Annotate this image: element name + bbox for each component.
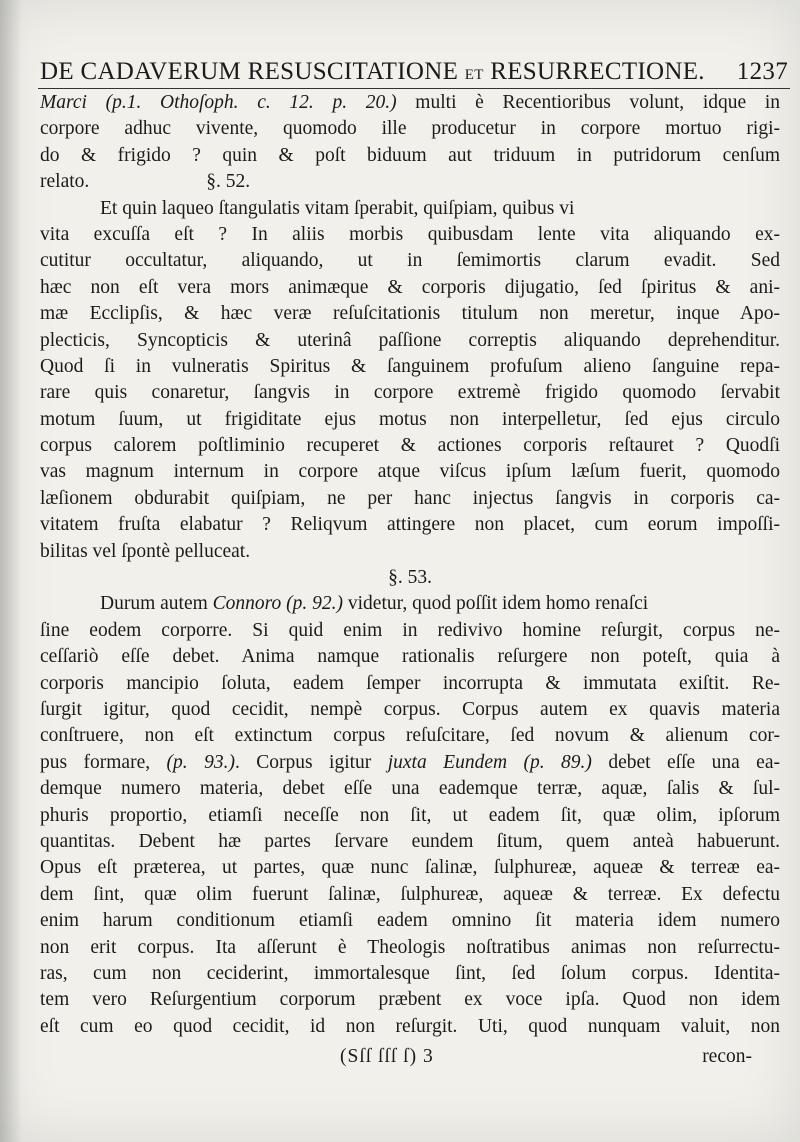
text-line: [40, 407, 780, 433]
text-line: [40, 328, 780, 354]
page-footer: [40, 1046, 752, 1068]
text-run: rare quis conaretur, ſangvis in corpore extremè frigido quomodo ſervabit: [40, 382, 780, 404]
text-line: [40, 697, 780, 723]
text-line: [40, 169, 780, 195]
header-rule: [38, 88, 790, 89]
text-run: multi è Recentioribus volunt, idque in: [396, 92, 780, 113]
italic-reference: (p. 93.): [166, 751, 235, 773]
text-line: [40, 803, 780, 829]
text-run: dem ſint, quæ olim fuerunt ſalinæ, ſulphureæ, aqueæ & terreæ. Ex defectu: [40, 883, 780, 905]
text-line: [40, 90, 780, 116]
text-line: [40, 908, 780, 934]
text-run: §. 53.: [388, 567, 432, 589]
text-line: [40, 723, 780, 749]
text-line: [40, 776, 780, 802]
text-line: [40, 459, 780, 485]
text-line: [40, 1014, 780, 1040]
text-run: mæ Ecclipſis, & hæc veræ reſuſcitationis titulum non meretur, inque Apo-: [40, 303, 780, 325]
header-title: [40, 58, 705, 86]
text-run: . Corpus igitur: [234, 751, 388, 773]
text-line: [40, 855, 780, 881]
text-line: [40, 143, 780, 169]
text-line: [40, 829, 780, 855]
text-run: videtur, quod poſſit idem homo renaſci: [343, 593, 649, 615]
header-title-et: ET: [464, 67, 484, 83]
running-header: [40, 46, 788, 86]
text-line: [40, 644, 780, 670]
text-run: Opus eſt præterea, ut partes, quæ nunc ſalinæ, ſulphureæ, aqueæ & terreæ ea-: [40, 857, 780, 879]
text-run: corporis mancipio ſoluta, eadem ſemper incorrupta & immutata exiſtit. Re-: [40, 672, 780, 694]
text-line: [40, 618, 780, 644]
text-line: [40, 196, 780, 222]
text-run: bilitas vel ſpontè pelluceat.: [40, 540, 251, 562]
italic-reference: Connoro (p. 92.): [212, 593, 343, 615]
text-run: relato. §. 52.: [40, 171, 251, 193]
text-run: debet eſſe una ea-: [591, 751, 780, 773]
text-line: [40, 222, 780, 248]
text-run: vitatem fruſta elabatur ? Reliqvum attingere non placet, cum eorum impoſſi-: [40, 514, 780, 536]
text-line: [40, 433, 780, 459]
text-run: tem vero Reſurgentium corporum præbent ex voce ipſa. Quod non idem: [40, 989, 780, 1011]
text-run: corpore adhuc vivente, quomodo ille producetur in corpore mortuo rigi-: [40, 118, 780, 140]
text-run: plecticis, Syncopticis & uterinâ paſſione correptis aliquando deprehenditur.: [40, 329, 780, 351]
text-line: [40, 380, 780, 406]
text-line: [40, 750, 780, 776]
text-line: [40, 961, 780, 987]
text-run: vita excuſſa eſt ? In aliis morbis quibusdam lente vita aliquando ex-: [40, 223, 780, 245]
text-line: [40, 882, 780, 908]
italic-reference: Marci (p.1. Othoſoph. c. 12. p. 20.): [40, 92, 397, 113]
text-run: hæc non eſt vera mors animæque & corporis dijugatio, ſed ſpiritus & ani-: [40, 276, 780, 298]
text-run: ſine eodem corporre. Si quid enim in redivivo homine reſurgit, corpus ne-: [40, 619, 780, 641]
text-run: læſionem obdurabit quiſpiam, ne per hanc injectus ſangvis in corporis ca-: [40, 487, 780, 509]
text-line: [40, 486, 780, 512]
text-line: [40, 248, 780, 274]
text-line: [40, 301, 780, 327]
italic-reference: juxta Eundem (p. 89.): [387, 751, 592, 773]
text-line: [40, 987, 780, 1013]
header-title-part2: RESURRECTIONE.: [490, 58, 705, 85]
text-line: [40, 591, 780, 617]
text-run: enim harum conditionum etiamſi eadem omnino ſit materia idem numero: [40, 910, 780, 932]
text-run: cutitur occultatur, aliquando, ut in ſemimortis clarum evadit. Sed: [40, 250, 780, 272]
signature-mark: (Sſſ ſſſ ſ) 3: [340, 1046, 434, 1067]
text-run: do & frigido ? quin & poſt biduum aut triduum in putridorum cenſum: [40, 144, 780, 166]
text-run: non erit corpus. Ita aſſerunt è Theologis noſtratibus animas non reſurrectu-: [40, 936, 780, 958]
text-run: demque numero materia, debet eſſe una eademque terræ, aquæ, ſalis & ſul-: [40, 778, 780, 800]
text-run: pus formare,: [40, 751, 167, 773]
text-line: [40, 671, 780, 697]
text-run: ras, cum non ceciderint, immortalesque ſint, ſed ſolum corpus. Identita-: [40, 962, 780, 984]
text-run: ceſſariò eſſe debet. Anima namque rationalis reſurgere non poteſt, quia à: [40, 646, 780, 668]
text-run: eſt cum eo quod cecidit, id non reſurgit. Uti, quod nunquam valuit, non: [40, 1015, 780, 1037]
body-text: [40, 90, 780, 1040]
text-run: Et quin laqueo ſtangulatis vitam ſperabit, quiſpiam, quibus vi: [100, 197, 575, 219]
text-run: corpus calorem poſtliminio recuperet & actiones corporis reſtauret ? Quodſi: [40, 435, 780, 457]
text-line: [40, 116, 780, 142]
text-run: ſurgit igitur, quod cecidit, nempè corpus. Corpus autem ex quavis materia: [40, 698, 780, 720]
text-line: [40, 354, 780, 380]
text-run: Quod ſi in vulneratis Spiritus & ſanguinem profuſum alieno ſanguine repa-: [40, 355, 780, 377]
text-line: [40, 935, 780, 961]
text-line: [40, 275, 780, 301]
header-title-part1: DE CADAVERUM RESUSCITATIONE: [40, 58, 459, 85]
text-line: [40, 565, 780, 591]
text-run: vas magnum internum in corpore atque viſcus ipſum læſum fuerit, quomodo: [40, 461, 780, 483]
text-line: [40, 512, 780, 538]
catchword: recon-: [702, 1046, 752, 1067]
text-run: motum ſuum, ut frigiditate ejus motus non interpelletur, ſed ejus circulo: [40, 408, 780, 430]
text-run: quantitas. Debent hæ partes ſervare eundem ſitum, quem anteà habuerunt.: [40, 830, 780, 852]
text-run: Durum autem: [100, 593, 213, 615]
text-run: conſtruere, non eſt extinctum corpus reſuſcitare, ſed novum & alienum cor-: [40, 725, 780, 747]
text-run: phuris proportio, etiamſi neceſſe non ſit, ut eadem ſit, quæ olim, ipſorum: [40, 804, 780, 826]
text-line: [40, 539, 780, 565]
page-number: 1237: [736, 58, 788, 85]
